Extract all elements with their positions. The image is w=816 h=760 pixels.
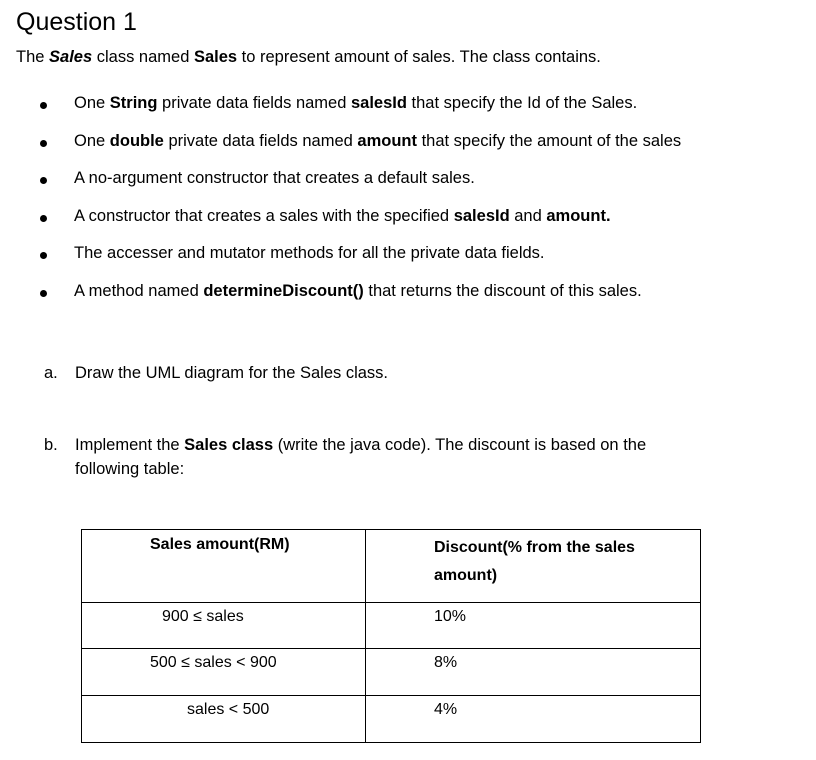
discount-table xyxy=(81,529,701,743)
item-text: that returns the discount of this sales. xyxy=(363,281,642,300)
table-header-row xyxy=(82,530,701,603)
bullet-icon xyxy=(40,140,47,147)
item-bold: amount. xyxy=(546,206,611,225)
question-b-bold: Sales class xyxy=(184,436,274,454)
table-cell xyxy=(366,649,701,696)
question-heading: Question 1 xyxy=(16,8,137,36)
question-b-marker: b. xyxy=(44,436,58,454)
header-cell xyxy=(366,530,701,603)
table-row xyxy=(82,603,701,649)
list-item xyxy=(36,282,681,320)
item-text: that specify the Id of the Sales. xyxy=(406,94,638,112)
header-discount-line2: amount) xyxy=(434,567,498,584)
list-item xyxy=(36,244,681,282)
item-bold: determineDiscount() xyxy=(203,281,364,300)
bullet-icon xyxy=(40,102,47,109)
intro-text-3: to represent amount of sales. The class contains. xyxy=(237,48,601,66)
question-b xyxy=(44,433,646,481)
item-text: and xyxy=(509,206,547,225)
intro-text-2: class named xyxy=(92,48,194,66)
table-cell xyxy=(366,603,701,649)
table-cell xyxy=(82,696,366,743)
table-cell xyxy=(82,649,366,696)
intro-class-bold: Sales xyxy=(193,48,238,66)
item-text: A no-argument constructor that creates a default sales. xyxy=(74,169,475,188)
amount-cell: sales < 500 xyxy=(187,701,270,718)
item-bold: salesId xyxy=(350,94,407,112)
table-cell xyxy=(82,603,366,649)
list-item xyxy=(36,132,681,170)
bullet-icon xyxy=(40,252,47,259)
item-text: A constructor that creates a sales with the specified xyxy=(74,206,454,225)
question-a xyxy=(44,364,388,383)
discount-cell: 8% xyxy=(434,654,458,671)
item-text: One xyxy=(74,94,110,112)
intro-class-italic: Sales xyxy=(49,48,93,66)
item-text: The accesser and mutator methods for all the private data fields. xyxy=(74,244,545,263)
table-cell xyxy=(366,696,701,743)
list-item xyxy=(36,169,681,207)
table-row xyxy=(82,696,701,743)
discount-cell: 4% xyxy=(434,701,458,718)
header-amount: Sales amount(RM) xyxy=(150,536,290,553)
item-text: private data fields named xyxy=(163,131,358,150)
amount-cell: 500 ≤ sales < 900 xyxy=(150,654,277,671)
item-text: One xyxy=(74,131,110,150)
item-bold: double xyxy=(109,131,164,150)
list-item xyxy=(36,207,681,245)
bullet-icon xyxy=(40,215,47,222)
item-text: A method named xyxy=(74,281,204,300)
item-text: private data fields named xyxy=(157,94,351,112)
bullet-icon xyxy=(40,290,47,297)
list-item xyxy=(36,94,681,132)
intro-paragraph xyxy=(16,48,601,67)
item-bold: String xyxy=(109,94,158,112)
item-bold: salesId xyxy=(453,206,510,225)
requirements-list xyxy=(36,94,681,320)
amount-cell: 900 ≤ sales xyxy=(162,608,244,625)
item-text: that specify the amount of the sales xyxy=(416,131,682,150)
question-a-text: Draw the UML diagram for the Sales class. xyxy=(75,364,389,382)
question-a-marker: a. xyxy=(44,364,58,382)
question-b-text-1: Implement the xyxy=(75,436,185,454)
discount-cell: 10% xyxy=(434,608,467,625)
header-discount xyxy=(366,530,700,590)
header-cell xyxy=(82,530,366,603)
header-discount-line1: Discount(% from the sales xyxy=(434,539,635,556)
intro-text-1: The xyxy=(16,48,50,66)
item-bold: amount xyxy=(357,131,417,150)
bullet-icon xyxy=(40,177,47,184)
table-row xyxy=(82,649,701,696)
question-b-text-3: following table: xyxy=(75,460,185,478)
question-b-text-2: (write the java code). The discount is based on the xyxy=(273,436,647,454)
